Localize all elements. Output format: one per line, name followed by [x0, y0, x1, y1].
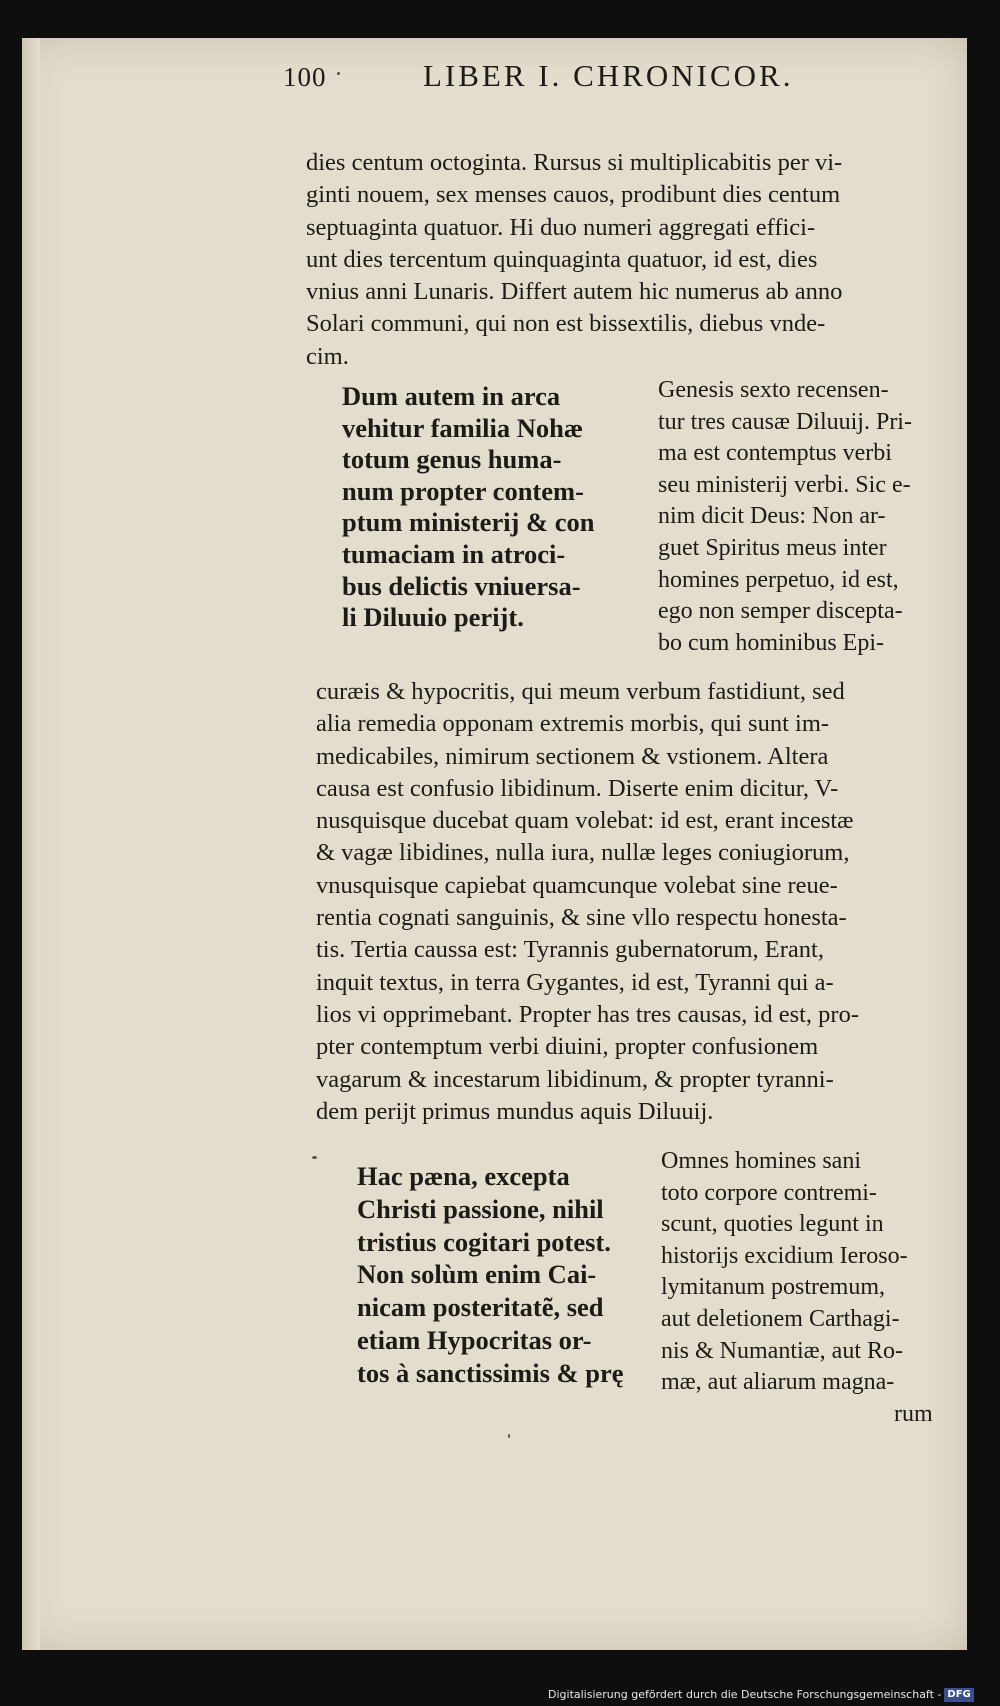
paper-speck	[312, 1156, 317, 1159]
text-line: & vagæ libidines, nulla iura, nullæ leges coniugiorum,	[316, 839, 850, 867]
text-line: pter contemptum verbi diuini, propter confusionem	[316, 1033, 819, 1061]
note-line: tumaciam in atroci-	[342, 538, 566, 569]
text-line: guet Spiritus meus inter	[658, 534, 887, 561]
note-line: totum genus huma-	[342, 444, 562, 475]
text-line: vnius anni Lunaris. Differt autem hic numerus ab anno	[306, 278, 843, 306]
text-line: medicabiles, nimirum sectionem & vstionem. Altera	[316, 742, 829, 770]
middle-paragraph	[316, 676, 859, 1128]
text-line: unt dies tercentum quinquaginta quatuor, id est, dies	[306, 245, 818, 273]
text-line: inquit textus, in terra Gygantes, id est, Tyranni qui a-	[316, 968, 834, 996]
running-title: LIBER I. CHRONICOR.	[423, 58, 794, 93]
side-column	[658, 375, 912, 659]
text-line: scunt, quoties legunt in	[661, 1211, 884, 1238]
text-line: mæ, aut aliarum magna-	[661, 1369, 895, 1396]
note-line: etiam Hypocritas or-	[357, 1324, 592, 1355]
note-line: bus delictis vniuersa-	[342, 570, 581, 601]
text-line: nis & Numantiæ, aut Ro-	[661, 1337, 903, 1364]
text-line: vagarum & incestarum libidinum, & propter tyranni-	[316, 1065, 834, 1093]
note-line: nicam posteritatẽ, sed	[357, 1292, 604, 1323]
note-line: tos à sanctissimis & prę	[357, 1357, 624, 1388]
text-line: lios vi opprimebant. Propter has tres causas, id est, pro-	[316, 1000, 859, 1028]
note-line: Hac pæna, excepta	[357, 1161, 570, 1191]
note-line: Christi passione, nihil	[357, 1193, 604, 1224]
paper-speck	[508, 1434, 510, 1438]
text-line: Genesis sexto recensen-	[658, 377, 889, 403]
text-line: seu ministerij verbi. Sic e-	[658, 471, 911, 498]
marginal-note	[342, 381, 594, 634]
text-line: lymitanum postremum,	[661, 1274, 885, 1301]
text-line: tur tres causæ Diluuij. Pri-	[658, 408, 912, 435]
text-line: bo cum hominibus Epi-	[658, 629, 884, 656]
note-line: Dum autem in arca	[342, 381, 561, 411]
text-line: rentia cognati sanguinis, & sine vllo respectu honesta-	[316, 904, 847, 932]
page-number: 100	[283, 62, 327, 92]
text-line: curæis & hypocritis, qui meum verbum fastidiunt, sed	[316, 678, 845, 705]
note-line: li Diluuio perijt.	[342, 602, 524, 633]
top-paragraph	[306, 147, 842, 373]
page-edge-shadow	[22, 38, 40, 1650]
text-line: cim.	[306, 342, 349, 370]
note-line: vehitur familia Nohæ	[342, 412, 583, 443]
note-line: Non solùm enim Cai-	[357, 1259, 597, 1290]
paper-speck	[337, 72, 340, 75]
text-line: ma est contemptus verbi	[658, 440, 892, 467]
text-line: vnusquisque capiebat quamcunque volebat sine reue-	[316, 871, 838, 899]
text-line: ginti nouem, sex menses cauos, prodibunt dies centum	[306, 181, 841, 209]
text-line: dies centum octoginta. Rursus si multiplicabitis per vi-	[306, 149, 843, 176]
text-line: alia remedia opponam extremis morbis, qui sunt im-	[316, 710, 830, 738]
text-line: causa est confusio libidinum. Diserte enim dicitur, V-	[316, 774, 839, 802]
text-line: nusquisque ducebat quam volebat: id est, erant incestæ	[316, 807, 854, 835]
side-column	[661, 1146, 933, 1430]
text-line: ego non semper discepta-	[658, 598, 903, 625]
dfg-logo-badge: DFG	[944, 1688, 973, 1702]
text-line: nim dicit Deus: Non ar-	[658, 503, 886, 530]
text-line: dem perijt primus mundus aquis Diluuij.	[316, 1097, 714, 1125]
text-line: tis. Tertia caussa est: Tyrannis gubernatorum, Erant,	[316, 936, 824, 964]
credit-text: Digitalisierung gefördert durch die Deutsche Forschungsgemeinschaft -	[548, 1688, 942, 1701]
digitization-credit	[548, 1683, 1000, 1706]
marginal-note	[357, 1160, 623, 1390]
text-line: aut deletionem Carthagi-	[661, 1305, 900, 1332]
text-line: Omnes homines sani	[661, 1148, 861, 1174]
note-line: num propter contem-	[342, 475, 584, 506]
note-line: ptum ministerij & con	[342, 507, 595, 538]
text-line: rum	[894, 1400, 933, 1427]
text-line: Solari communi, qui non est bissextilis, diebus vnde-	[306, 310, 826, 338]
note-line: tristius cogitari potest.	[357, 1226, 611, 1257]
text-line: historijs excidium Ieroso-	[661, 1242, 908, 1269]
text-line: septuaginta quatuor. Hi duo numeri aggregati effici-	[306, 213, 816, 241]
text-line: homines perpetuo, id est,	[658, 566, 899, 593]
text-line: toto corpore contremi-	[661, 1179, 877, 1206]
